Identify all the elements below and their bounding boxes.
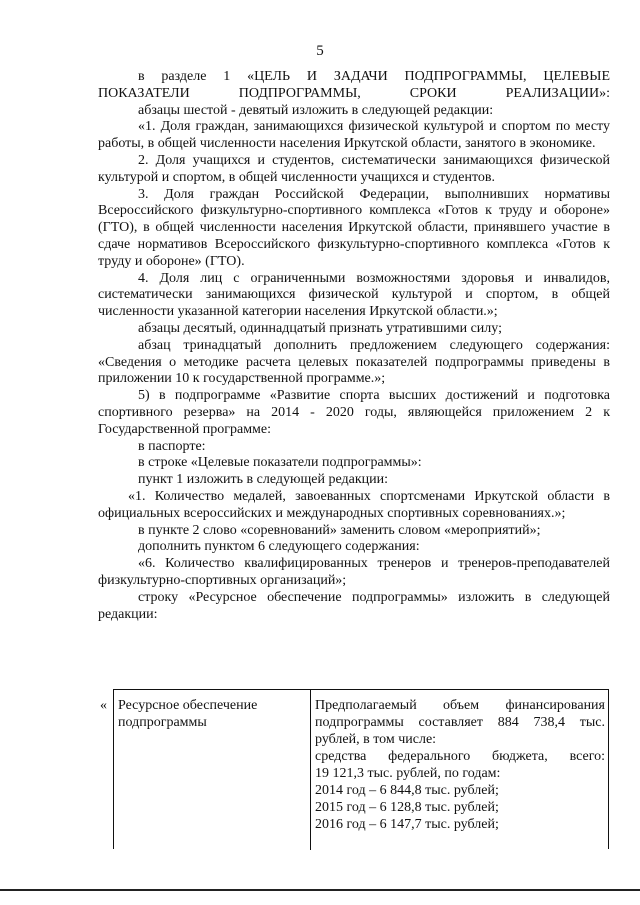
paragraph-item-2: 2. Доля учащихся и студентов, систематически занимающихся физической культурой и спортом, в общей численности учащихся и студентов. — [98, 152, 610, 185]
paragraph: в строке «Целевые показатели подпрограммы»: — [138, 455, 422, 471]
financing-line: 2016 год – 6 147,7 тыс. рублей; — [315, 817, 499, 832]
paragraph-item-4: 4. Доля лиц с ограниченными возможностями здоровья и инвалидов, систематически занимающихся физической культурой и спортом, в общей численности указанной категории населения Иркутской области.»; — [98, 270, 610, 320]
paragraph-item-3: 3. Доля граждан Российской Федерации, выполнивших нормативы Всероссийского физкультурно-спортивного комплекса «Готов к труду и обороне» (ГТО), в общей численности населения Иркутской области, принявшего участие в сдаче нормативов Всероссийского физкультурно-спортивного комплекса «Готов к труду и обороне» (ГТО). — [98, 186, 610, 269]
page-number: 5 — [316, 43, 324, 59]
paragraph: в паспорте: — [138, 438, 206, 454]
document-body — [98, 69, 610, 623]
financing-line: средства федерального бюджета, всего: — [315, 749, 605, 764]
paragraph: 5) в подпрограмме «Развитие спорта высших достижений и подготовка спортивного резерва» на 2014 - 2020 годы, являющейся приложением 2 к Государственной программе: — [98, 388, 610, 437]
table-cell-financing — [315, 697, 605, 833]
table-open-quote: « — [100, 698, 107, 713]
paragraph-section-header: в разделе 1 «ЦЕЛЬ И ЗАДАЧИ ПОДПРОГРАММЫ, ЦЕЛЕВЫЕ ПОКАЗАТЕЛИ ПОДПРОГРАММЫ, СРОКИ РЕАЛИЗАЦИИ»: — [98, 69, 610, 101]
paragraph: строку «Ресурсное обеспечение подпрограммы» изложить в следующей редакции: — [98, 589, 610, 622]
paragraph: абзац тринадцатый дополнить предложением следующего содержания: «Сведения о методике расчета целевых показателей подпрограммы приведены в приложении 10 к государственной программе.»; — [98, 337, 610, 387]
paragraph: в пункте 2 слово «соревнований» заменить словом «мероприятий»; — [138, 522, 541, 538]
table-frame — [113, 689, 609, 849]
page-bottom-rule — [0, 889, 640, 891]
financing-line: 2015 год – 6 128,8 тыс. рублей; — [315, 800, 499, 815]
financing-line: 2014 год – 6 844,8 тыс. рублей; — [315, 783, 499, 798]
paragraph: пункт 1 изложить в следующей редакции: — [138, 472, 388, 488]
financing-line: подпрограммы составляет 884 738,4 тыс. — [315, 715, 605, 730]
financing-line: рублей, в том числе: — [315, 732, 437, 747]
table-cell-label: Ресурсное обеспечение подпрограммы — [118, 698, 258, 730]
paragraph-item-1: «1. Доля граждан, занимающихся физической культурой и спортом по месту работы, в общей численности населения Иркутской области, занятого в экономике. — [98, 119, 610, 152]
table-column-divider — [310, 690, 311, 850]
paragraph: абзацы десятый, одиннадцатый признать утратившими силу; — [138, 320, 502, 336]
paragraph-medals: «1. Количество медалей, завоеванных спортсменами Иркутской области в официальных всероссийских и международных спортивных соревнованиях.»; — [98, 488, 610, 521]
paragraph-item-6: «6. Количество квалифицированных тренеров и тренеров-преподавателей физкультурно-спортивных организаций»; — [98, 556, 610, 588]
financing-line: 19 121,3 тыс. рублей, по годам: — [315, 766, 501, 781]
financing-line: Предполагаемый объем финансирования — [315, 698, 605, 713]
paragraph: дополнить пунктом 6 следующего содержания: — [138, 539, 420, 555]
paragraph: абзацы шестой - девятый изложить в следующей редакции: — [138, 102, 494, 118]
